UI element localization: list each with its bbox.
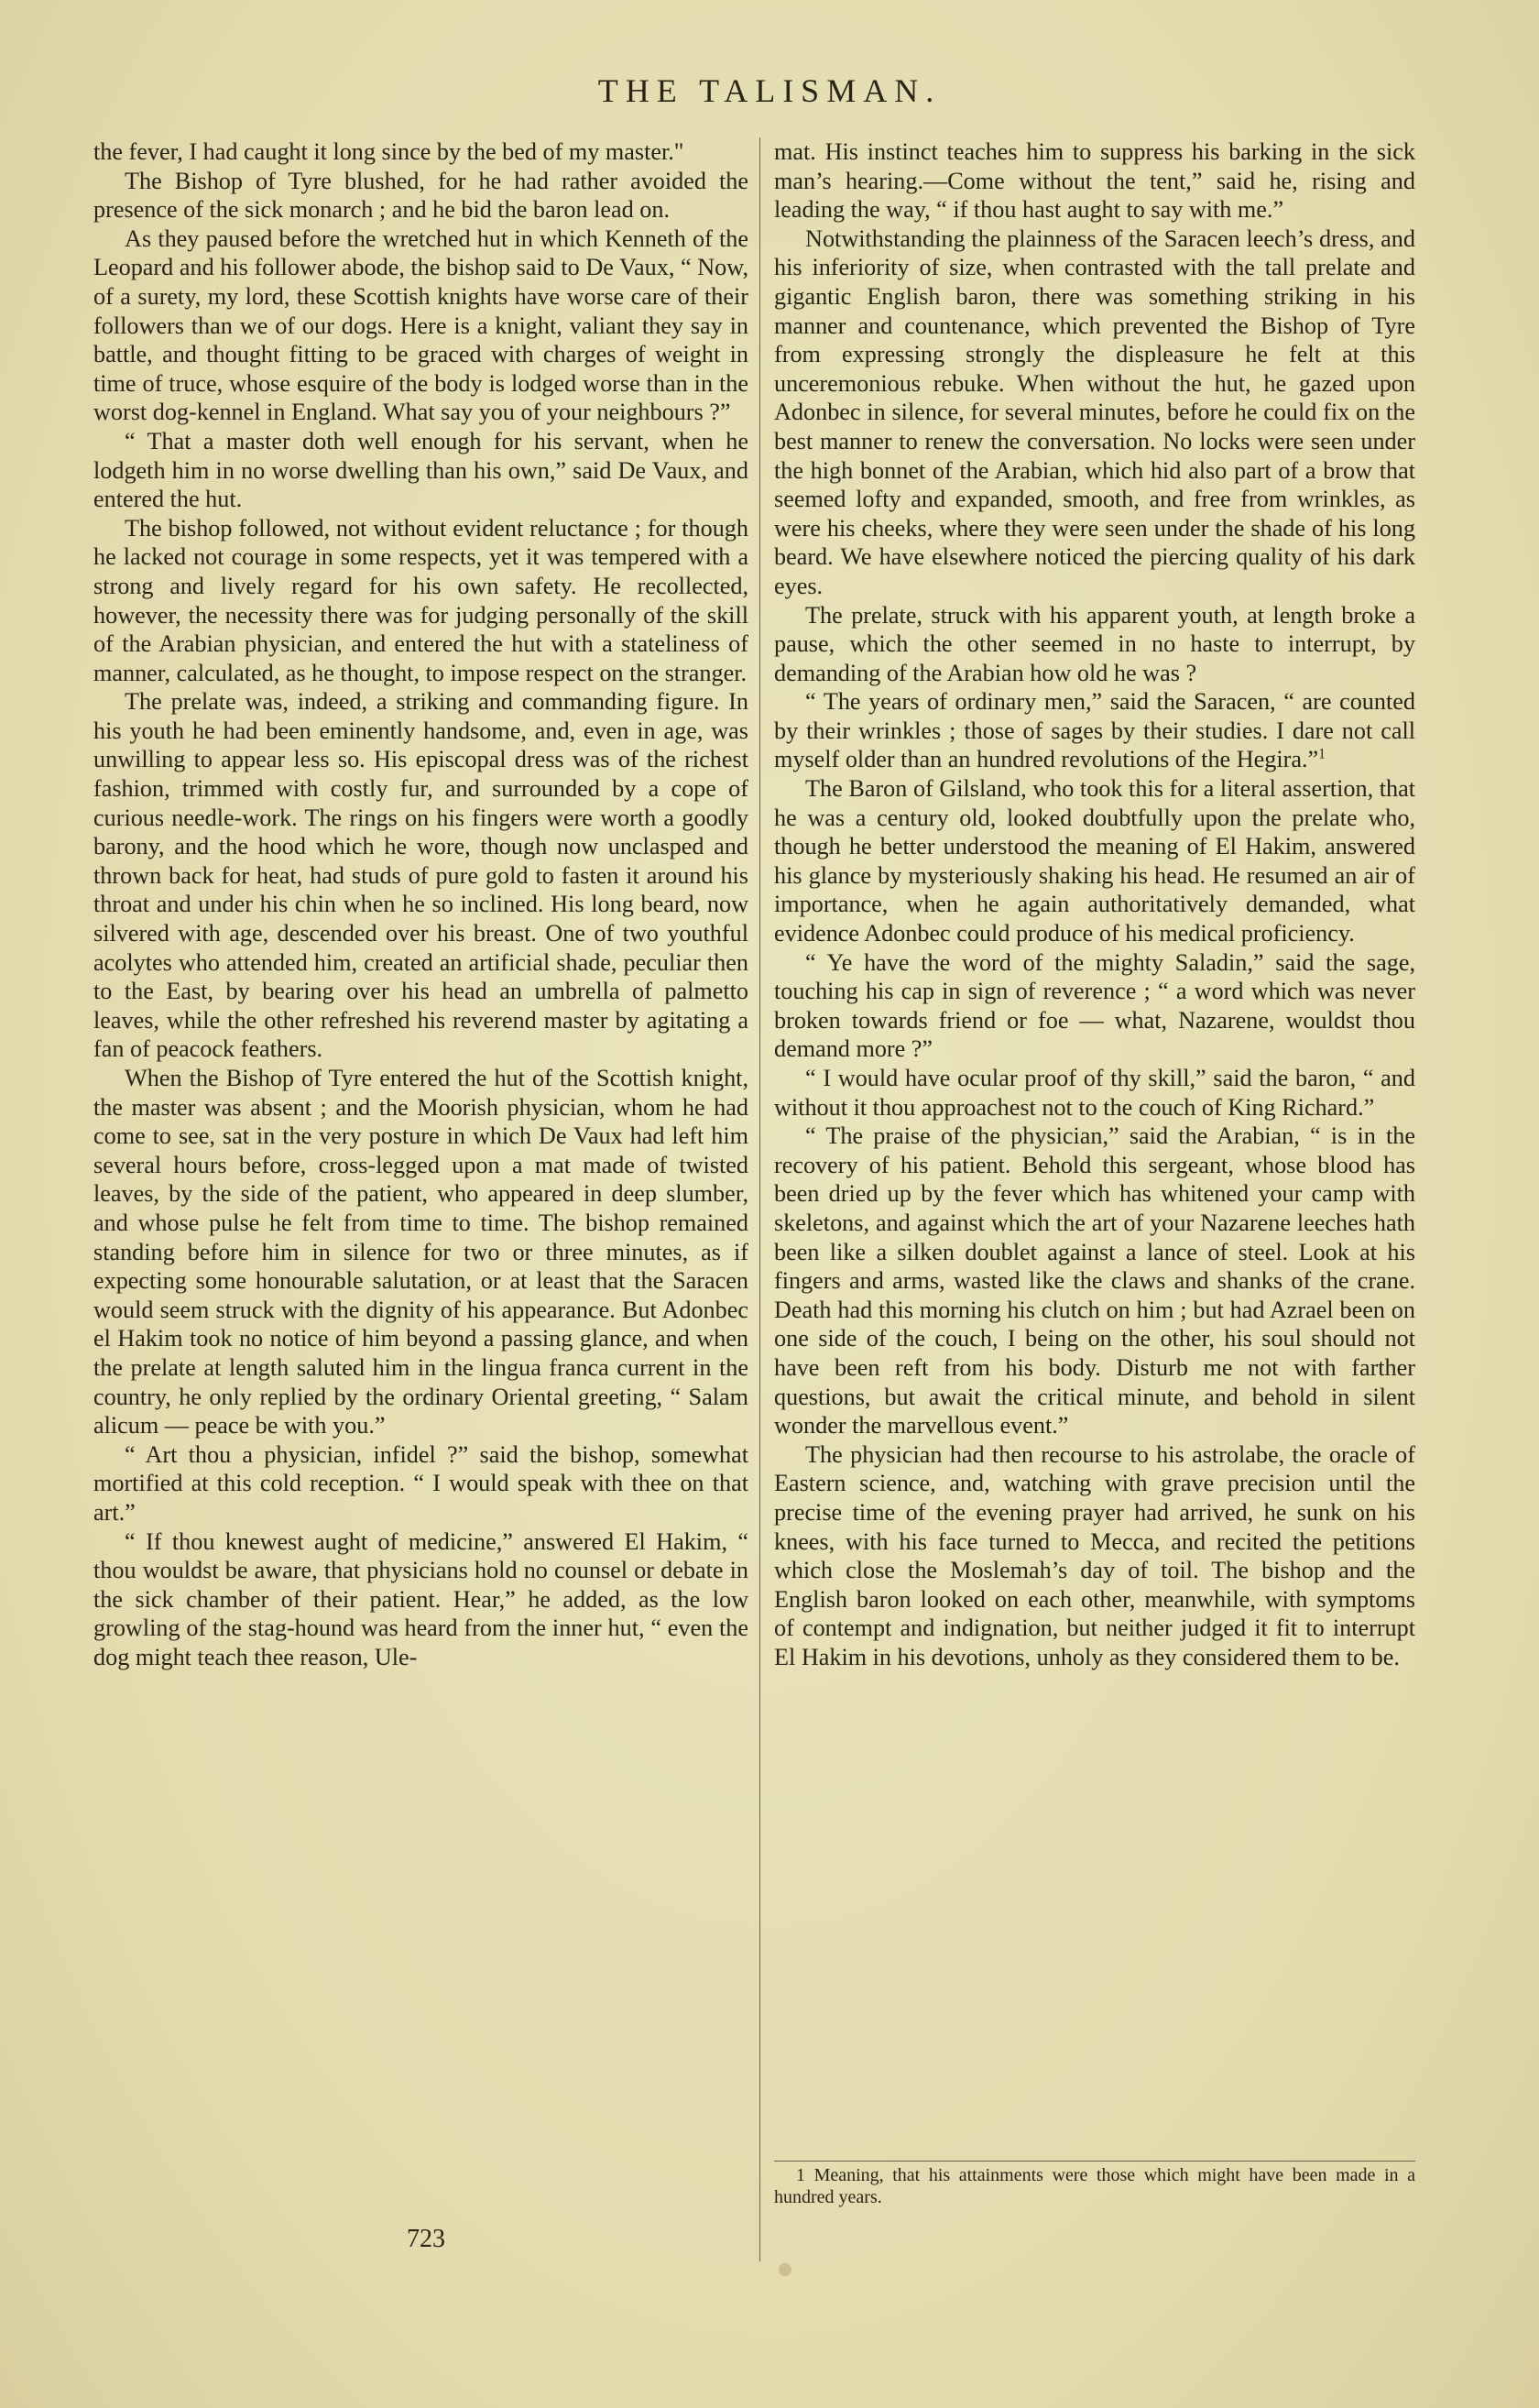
paragraph bbox=[93, 1064, 748, 1440]
paragraph-text: The Baron of Gilsland, who took this for a literal assertion, that he was a century old, looked doubtfully upon the prelate who, though he better understood the meaning of El Hakim, answered his glance by mysteriously shaking his head. He resumed an air of importance, when he again authoritatively demanded, what evidence Adonbec could produce of his medical proficiency. bbox=[774, 775, 1415, 947]
paragraph-text: “ Art thou a physician, infidel ?” said the bishop, somewhat mortified at this cold reception. “ I would speak with thee on that art.” bbox=[93, 1440, 748, 1526]
paragraph bbox=[774, 1122, 1415, 1440]
paragraph-text: “ That a master doth well enough for his servant, when he lodgeth him in no worse dwelling than his own,” said De Vaux, and entered the hut. bbox=[93, 427, 748, 513]
footnote-marker: 1 bbox=[1318, 746, 1326, 762]
paragraph-text: When the Bishop of Tyre entered the hut of the Scottish knight, the master was absent ; and the Moorish physician, whom he had come to see, sat in the very posture in which De Vaux had left him several hours before, cross-legged upon a mat made of twisted leaves, by the side of the patient, who appeared in deep slumber, and whose pulse he felt from time to time. The bishop remained standing before him in silence for two or three minutes, as if expecting some honourable salutation, or at least that the Saracen would seem struck with the dignity of his appearance. But Adonbec el Hakim took no notice of him beyond a passing glance, and when the prelate at length saluted him in the lingua franca current in the country, he only replied by the ordinary Oriental greeting, “ Salam alicum — peace be with you.” bbox=[93, 1065, 748, 1439]
paragraph-text: Notwithstanding the plainness of the Saracen leech’s dress, and his inferiority of size, when contrasted with the tall prelate and gigantic English baron, there was something striking in his manner and countenance, which prevented the Bishop of Tyre from expressing strongly the displeasure he felt at this unceremonious rebuke. When without the hut, he gazed upon Adonbec in silence, for several minutes, before he could fix on the best manner to renew the conversation. No locks were seen under the high bonnet of the Arabian, which hid also part of a brow that seemed lofty and expanded, smooth, and free from wrinkles, as were his cheeks, where they were seen under the shade of his long beard. We have elsewhere noticed the piercing quality of his dark eyes. bbox=[774, 224, 1415, 599]
running-title: THE TALISMAN. bbox=[597, 72, 942, 109]
right-column bbox=[774, 137, 1415, 1671]
ink-smudge bbox=[779, 2263, 791, 2276]
paragraph-text: The prelate was, indeed, a striking and commanding figure. In his youth he had been eminently handsome, and, even in age, was unwilling to appear less so. His episcopal dress was of the richest fashion, trimmed with costly fur, and surrounded by a cope of curious needle-work. The rings on his fingers were worth a goodly barony, and the hood which he wore, though now unclasped and thrown back for heat, had studs of pure gold to fasten it around his throat and under his chin when he so inclined. His long beard, now silvered with age, descended over his breast. One of two youthful acolytes who attended him, created an artificial shade, peculiar then to the East, by bearing over his head an umbrella of palmetto leaves, while the other refreshed his reverend master by agitating a fan of peacock feathers. bbox=[93, 688, 748, 1063]
paragraph-text: The physician had then recourse to his astrolabe, the oracle of Eastern science, and, watching with grave precision until the precise time of the evening prayer had arrived, he sunk on his knees, with his face turned to Mecca, and recited the petitions which close the Moslemah’s day of toil. The bishop and the English baron looked on each other, meanwhile, with symptoms of contempt and indignation, but neither judged it fit to interrupt El Hakim in his devotions, unholy as they considered them to be. bbox=[774, 1440, 1415, 1670]
paragraph bbox=[93, 137, 748, 167]
paragraph bbox=[774, 601, 1415, 688]
paragraph bbox=[93, 687, 748, 1064]
paragraph bbox=[774, 224, 1415, 601]
paragraph-text: “ If thou knewest aught of medicine,” answered El Hakim, “ thou wouldst be aware, that physicians hold no counsel or debate in the sick chamber of their patient. Hear,” he added, as the low growling of the stag-hound was heard from the inner hut, “ even the dog might teach thee reason, Ule- bbox=[93, 1527, 748, 1670]
paragraph-text: “ The praise of the physician,” said the Arabian, “ is in the recovery of his patient. Behold this sergeant, whose blood has been dried up by the fever which has whitened your camp with skeletons, and against which the art of your Nazarene leeches hath been like a silken doublet against a lance of steel. Look at his fingers and arms, wasted like the claws and shanks of the crane. Death had this morning his clutch on him ; but had Azrael been on one side of the couch, I being on the other, his soul should not have been reft from his body. Disturb me not with farther questions, but await the critical minute, and behold in silent wonder the marvellous event.” bbox=[774, 1122, 1415, 1439]
footnote-rule bbox=[774, 2161, 1415, 2162]
paragraph-text: “ I would have ocular proof of thy skill,” said the baron, “ and without it thou approachest not to the couch of King Richard.” bbox=[774, 1065, 1415, 1121]
paragraph bbox=[774, 948, 1415, 1064]
paragraph bbox=[93, 167, 748, 224]
paragraph bbox=[774, 137, 1415, 224]
paragraph-text: the fever, I had caught it long since by the bed of my master." bbox=[93, 138, 684, 165]
paragraph-text: The prelate, struck with his apparent youth, at length broke a pause, which the other seemed in no haste to interrupt, by demanding of the Arabian how old he was ? bbox=[774, 601, 1415, 686]
paragraph bbox=[93, 427, 748, 514]
paragraph-text: mat. His instinct teaches him to suppress his barking in the sick man’s hearing.—Come without the tent,” said he, rising and leading the way, “ if thou hast aught to say with me.” bbox=[774, 138, 1415, 224]
paragraph bbox=[93, 224, 748, 427]
paragraph bbox=[774, 1440, 1415, 1672]
column-divider bbox=[759, 137, 760, 2261]
paragraph bbox=[93, 514, 748, 688]
left-column bbox=[93, 137, 748, 1671]
paragraph bbox=[93, 1527, 748, 1672]
footnote: 1 Meaning, that his attainments were those which might have been made in a hundred years. bbox=[774, 2165, 1415, 2207]
paragraph bbox=[774, 774, 1415, 948]
paragraph-text: The bishop followed, not without evident reluctance ; for though he lacked not courage in some respects, yet it was tempered with a strong and lively regard for his own safety. He recollected, however, the necessity there was for judging personally of the skill of the Arabian physician, and entered the hut with a stateliness of manner, calculated, as he thought, to impose respect on the stranger. bbox=[93, 514, 748, 686]
paragraph-text: The Bishop of Tyre blushed, for he had rather avoided the presence of the sick monarch ; and he bid the baron lead on. bbox=[93, 167, 748, 224]
paragraph-text: As they paused before the wretched hut in which Kenneth of the Leopard and his follower abode, the bishop said to De Vaux, “ Now, of a surety, my lord, these Scottish knights have worse care of their followers than we of our dogs. Here is a knight, valiant they say in battle, and thought fitting to be graced with charges of weight in time of truce, whose esquire of the body is lodged worse than in the worst dog-kennel in England. What say you of your neighbours ?” bbox=[93, 224, 748, 426]
paragraph bbox=[93, 1440, 748, 1527]
paragraph-text: “ Ye have the word of the mighty Saladin,” said the sage, touching his cap in sign of reverence ; “ a word which was never broken towards friend or foe — what, Nazarene, wouldst thou demand more ?” bbox=[774, 948, 1415, 1063]
paragraph bbox=[774, 1064, 1415, 1122]
page-number: 723 bbox=[407, 2225, 445, 2253]
paragraph bbox=[774, 687, 1415, 774]
paragraph-text: “ The years of ordinary men,” said the Saracen, “ are counted by their wrinkles ; those of sages by their studies. I dare not call myself older than an hundred revolutions of the Hegira.” bbox=[774, 688, 1415, 773]
